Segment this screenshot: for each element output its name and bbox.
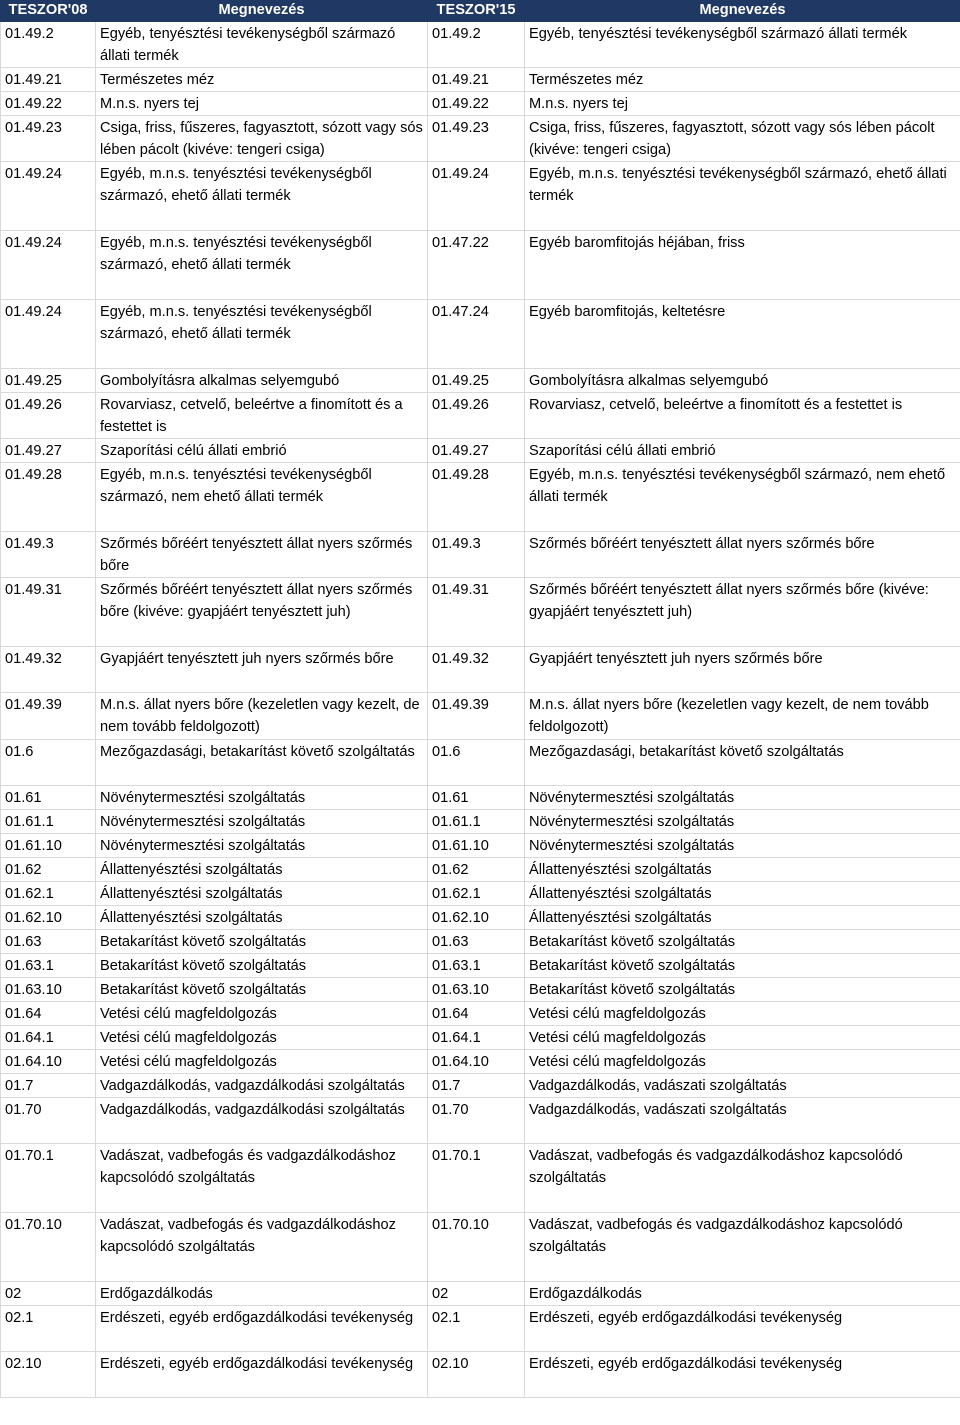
code-15-cell: 01.6 xyxy=(428,740,525,786)
code-08-cell: 01.49.23 xyxy=(1,116,96,162)
code-08-cell: 01.63.10 xyxy=(1,978,96,1002)
code-15-cell: 01.49.25 xyxy=(428,369,525,393)
name-08-cell: Szőrmés bőréért tenyésztett állat nyers szőrmés bőre (kivéve: gyapjáért tenyésztett juh) xyxy=(96,578,428,647)
code-08-cell: 01.49.21 xyxy=(1,68,96,92)
name-08-cell: Egyéb, tenyésztési tevékenységből származó állati termék xyxy=(96,22,428,68)
name-08-cell: Erdőgazdálkodás xyxy=(96,1282,428,1306)
table-row xyxy=(1,978,960,1002)
table-row xyxy=(1,92,960,116)
name-15-cell: Erdészeti, egyéb erdőgazdálkodási tevékenység xyxy=(525,1352,960,1398)
table-row xyxy=(1,231,960,300)
name-08-cell: Egyéb, m.n.s. tenyésztési tevékenységből származó, nem ehető állati termék xyxy=(96,463,428,532)
name-15-cell: Vetési célú magfeldolgozás xyxy=(525,1002,960,1026)
code-15-cell: 01.63.1 xyxy=(428,954,525,978)
name-08-cell: Csiga, friss, fűszeres, fagyasztott, sózott vagy sós lében pácolt (kivéve: tengeri csiga) xyxy=(96,116,428,162)
name-15-cell: Szőrmés bőréért tenyésztett állat nyers szőrmés bőre (kivéve: gyapjáért tenyésztett juh) xyxy=(525,578,960,647)
code-08-cell: 01.64 xyxy=(1,1002,96,1026)
name-15-cell: Szőrmés bőréért tenyésztett állat nyers szőrmés bőre xyxy=(525,532,960,578)
table-row xyxy=(1,1144,960,1213)
code-15-cell: 01.62 xyxy=(428,858,525,882)
name-15-cell: Gombolyításra alkalmas selyemgubó xyxy=(525,369,960,393)
table-row xyxy=(1,834,960,858)
code-15-cell: 01.64.10 xyxy=(428,1050,525,1074)
name-15-cell: Állattenyésztési szolgáltatás xyxy=(525,882,960,906)
table-row xyxy=(1,68,960,92)
name-15-cell: Vadgazdálkodás, vadászati szolgáltatás xyxy=(525,1098,960,1144)
code-08-cell: 01.49.31 xyxy=(1,578,96,647)
table-row xyxy=(1,1050,960,1074)
table-header xyxy=(1,1,960,22)
table-row xyxy=(1,1282,960,1306)
name-08-cell: Szaporítási célú állati embrió xyxy=(96,439,428,463)
code-08-cell: 01.63 xyxy=(1,930,96,954)
code-08-cell: 01.49.24 xyxy=(1,300,96,369)
code-08-cell: 01.70.1 xyxy=(1,1144,96,1213)
name-15-cell: Erdészeti, egyéb erdőgazdálkodási tevékenység xyxy=(525,1306,960,1352)
name-08-cell: Természetes méz xyxy=(96,68,428,92)
code-15-cell: 01.49.22 xyxy=(428,92,525,116)
name-08-cell: M.n.s. állat nyers bőre (kezeletlen vagy kezelt, de nem tovább feldolgozott) xyxy=(96,693,428,740)
code-08-cell: 01.62 xyxy=(1,858,96,882)
name-08-cell: Egyéb, m.n.s. tenyésztési tevékenységből származó, ehető állati termék xyxy=(96,231,428,300)
name-08-cell: Mezőgazdasági, betakarítást követő szolgáltatás xyxy=(96,740,428,786)
table-row xyxy=(1,882,960,906)
code-08-cell: 01.49.32 xyxy=(1,647,96,693)
table-row xyxy=(1,954,960,978)
code-08-cell: 01.49.2 xyxy=(1,22,96,68)
code-15-cell: 01.49.28 xyxy=(428,463,525,532)
table-row xyxy=(1,858,960,882)
code-15-cell: 01.7 xyxy=(428,1074,525,1098)
table-row xyxy=(1,693,960,740)
name-15-cell: Egyéb, m.n.s. tenyésztési tevékenységből származó, nem ehető állati termék xyxy=(525,463,960,532)
code-08-cell: 01.64.1 xyxy=(1,1026,96,1050)
name-08-cell: Gyapjáért tenyésztett juh nyers szőrmés bőre xyxy=(96,647,428,693)
code-15-cell: 01.49.26 xyxy=(428,393,525,439)
name-08-cell: Vadászat, vadbefogás és vadgazdálkodáshoz kapcsolódó szolgáltatás xyxy=(96,1144,428,1213)
code-08-cell: 01.70 xyxy=(1,1098,96,1144)
table-row xyxy=(1,740,960,786)
table-row xyxy=(1,647,960,693)
table-row xyxy=(1,116,960,162)
code-15-cell: 01.47.24 xyxy=(428,300,525,369)
code-15-cell: 01.70.10 xyxy=(428,1213,525,1282)
table-row xyxy=(1,1352,960,1398)
code-08-cell: 01.63.1 xyxy=(1,954,96,978)
code-08-cell: 01.49.27 xyxy=(1,439,96,463)
table-row xyxy=(1,463,960,532)
code-15-cell: 01.49.31 xyxy=(428,578,525,647)
name-15-cell: Egyéb baromfitojás, keltetésre xyxy=(525,300,960,369)
code-08-cell: 01.62.1 xyxy=(1,882,96,906)
name-08-cell: Egyéb, m.n.s. tenyésztési tevékenységből származó, ehető állati termék xyxy=(96,300,428,369)
code-08-cell: 02.10 xyxy=(1,1352,96,1398)
code-08-cell: 01.61.10 xyxy=(1,834,96,858)
name-15-cell: Gyapjáért tenyésztett juh nyers szőrmés bőre xyxy=(525,647,960,693)
table-row xyxy=(1,1213,960,1282)
code-08-cell: 01.49.25 xyxy=(1,369,96,393)
table-row xyxy=(1,810,960,834)
table-row xyxy=(1,532,960,578)
name-08-cell: Egyéb, m.n.s. tenyésztési tevékenységből származó, ehető állati termék xyxy=(96,162,428,231)
table-row xyxy=(1,369,960,393)
code-08-cell: 02 xyxy=(1,1282,96,1306)
code-15-cell: 01.70.1 xyxy=(428,1144,525,1213)
code-15-cell: 02.1 xyxy=(428,1306,525,1352)
name-08-cell: Növénytermesztési szolgáltatás xyxy=(96,810,428,834)
name-08-cell: M.n.s. nyers tej xyxy=(96,92,428,116)
name-08-cell: Vetési célú magfeldolgozás xyxy=(96,1002,428,1026)
table-row xyxy=(1,439,960,463)
code-15-cell: 01.64.1 xyxy=(428,1026,525,1050)
name-15-cell: Betakarítást követő szolgáltatás xyxy=(525,954,960,978)
code-15-cell: 01.49.39 xyxy=(428,693,525,740)
header-name-15: Megnevezés xyxy=(525,1,960,22)
name-15-cell: Vadgazdálkodás, vadászati szolgáltatás xyxy=(525,1074,960,1098)
name-15-cell: M.n.s. állat nyers bőre (kezeletlen vagy kezelt, de nem tovább feldolgozott) xyxy=(525,693,960,740)
code-15-cell: 01.61.1 xyxy=(428,810,525,834)
code-15-cell: 01.62.1 xyxy=(428,882,525,906)
name-15-cell: Egyéb baromfitojás héjában, friss xyxy=(525,231,960,300)
table-row xyxy=(1,393,960,439)
name-15-cell: Vadászat, vadbefogás és vadgazdálkodáshoz kapcsolódó szolgáltatás xyxy=(525,1213,960,1282)
name-15-cell: Természetes méz xyxy=(525,68,960,92)
code-15-cell: 01.63.10 xyxy=(428,978,525,1002)
code-15-cell: 01.49.24 xyxy=(428,162,525,231)
code-15-cell: 01.61.10 xyxy=(428,834,525,858)
name-08-cell: Állattenyésztési szolgáltatás xyxy=(96,906,428,930)
name-08-cell: Erdészeti, egyéb erdőgazdálkodási tevékenység xyxy=(96,1306,428,1352)
name-15-cell: Szaporítási célú állati embrió xyxy=(525,439,960,463)
name-08-cell: Vadgazdálkodás, vadgazdálkodási szolgáltatás xyxy=(96,1074,428,1098)
code-15-cell: 01.47.22 xyxy=(428,231,525,300)
table-row xyxy=(1,22,960,68)
name-08-cell: Szőrmés bőréért tenyésztett állat nyers szőrmés bőre xyxy=(96,532,428,578)
name-15-cell: Rovarviasz, cetvelő, beleértve a finomított és a festettet is xyxy=(525,393,960,439)
code-08-cell: 01.49.24 xyxy=(1,162,96,231)
header-row xyxy=(1,1,960,22)
name-15-cell: Növénytermesztési szolgáltatás xyxy=(525,834,960,858)
name-08-cell: Vadászat, vadbefogás és vadgazdálkodáshoz kapcsolódó szolgáltatás xyxy=(96,1213,428,1282)
code-15-cell: 01.49.21 xyxy=(428,68,525,92)
name-08-cell: Vadgazdálkodás, vadgazdálkodási szolgáltatás xyxy=(96,1098,428,1144)
table-row xyxy=(1,1098,960,1144)
code-15-cell: 01.70 xyxy=(428,1098,525,1144)
code-08-cell: 01.49.22 xyxy=(1,92,96,116)
code-15-cell: 02.10 xyxy=(428,1352,525,1398)
name-15-cell: Betakarítást követő szolgáltatás xyxy=(525,930,960,954)
name-15-cell: Vadászat, vadbefogás és vadgazdálkodáshoz kapcsolódó szolgáltatás xyxy=(525,1144,960,1213)
name-08-cell: Rovarviasz, cetvelő, beleértve a finomított és a festettet is xyxy=(96,393,428,439)
code-08-cell: 01.49.26 xyxy=(1,393,96,439)
code-15-cell: 01.49.2 xyxy=(428,22,525,68)
header-teszor08: TESZOR'08 xyxy=(1,1,96,22)
code-15-cell: 01.64 xyxy=(428,1002,525,1026)
name-08-cell: Állattenyésztési szolgáltatás xyxy=(96,882,428,906)
name-08-cell: Növénytermesztési szolgáltatás xyxy=(96,786,428,810)
code-15-cell: 01.49.3 xyxy=(428,532,525,578)
name-15-cell: Egyéb, m.n.s. tenyésztési tevékenységből származó, ehető állati termék xyxy=(525,162,960,231)
header-name-08: Megnevezés xyxy=(96,1,428,22)
code-15-cell: 01.62.10 xyxy=(428,906,525,930)
name-15-cell: Állattenyésztési szolgáltatás xyxy=(525,906,960,930)
code-08-cell: 01.7 xyxy=(1,1074,96,1098)
code-08-cell: 01.61.1 xyxy=(1,810,96,834)
code-15-cell: 02 xyxy=(428,1282,525,1306)
name-08-cell: Vetési célú magfeldolgozás xyxy=(96,1050,428,1074)
name-08-cell: Erdészeti, egyéb erdőgazdálkodási tevékenység xyxy=(96,1352,428,1398)
name-15-cell: Növénytermesztési szolgáltatás xyxy=(525,786,960,810)
name-15-cell: M.n.s. nyers tej xyxy=(525,92,960,116)
name-15-cell: Vetési célú magfeldolgozás xyxy=(525,1050,960,1074)
name-08-cell: Növénytermesztési szolgáltatás xyxy=(96,834,428,858)
code-08-cell: 01.49.39 xyxy=(1,693,96,740)
table-row xyxy=(1,930,960,954)
code-15-cell: 01.49.23 xyxy=(428,116,525,162)
code-15-cell: 01.63 xyxy=(428,930,525,954)
name-15-cell: Betakarítást követő szolgáltatás xyxy=(525,978,960,1002)
table-row xyxy=(1,906,960,930)
name-15-cell: Mezőgazdasági, betakarítást követő szolgáltatás xyxy=(525,740,960,786)
name-15-cell: Állattenyésztési szolgáltatás xyxy=(525,858,960,882)
table-row xyxy=(1,300,960,369)
table-row xyxy=(1,786,960,810)
code-08-cell: 01.61 xyxy=(1,786,96,810)
name-08-cell: Állattenyésztési szolgáltatás xyxy=(96,858,428,882)
code-15-cell: 01.61 xyxy=(428,786,525,810)
name-08-cell: Betakarítást követő szolgáltatás xyxy=(96,978,428,1002)
name-08-cell: Betakarítást követő szolgáltatás xyxy=(96,954,428,978)
table-row xyxy=(1,162,960,231)
table-row xyxy=(1,1306,960,1352)
code-08-cell: 01.49.28 xyxy=(1,463,96,532)
code-08-cell: 01.6 xyxy=(1,740,96,786)
code-08-cell: 01.62.10 xyxy=(1,906,96,930)
name-08-cell: Vetési célú magfeldolgozás xyxy=(96,1026,428,1050)
code-15-cell: 01.49.32 xyxy=(428,647,525,693)
header-teszor15: TESZOR'15 xyxy=(428,1,525,22)
table-row xyxy=(1,1002,960,1026)
name-08-cell: Betakarítást követő szolgáltatás xyxy=(96,930,428,954)
name-15-cell: Növénytermesztési szolgáltatás xyxy=(525,810,960,834)
name-15-cell: Egyéb, tenyésztési tevékenységből származó állati termék xyxy=(525,22,960,68)
table-row xyxy=(1,1026,960,1050)
code-08-cell: 01.49.3 xyxy=(1,532,96,578)
code-15-cell: 01.49.27 xyxy=(428,439,525,463)
name-08-cell: Gombolyításra alkalmas selyemgubó xyxy=(96,369,428,393)
name-15-cell: Vetési célú magfeldolgozás xyxy=(525,1026,960,1050)
table-row xyxy=(1,578,960,647)
code-08-cell: 01.49.24 xyxy=(1,231,96,300)
code-08-cell: 01.64.10 xyxy=(1,1050,96,1074)
table-row xyxy=(1,1074,960,1098)
name-15-cell: Erdőgazdálkodás xyxy=(525,1282,960,1306)
name-15-cell: Csiga, friss, fűszeres, fagyasztott, sózott vagy sós lében pácolt (kivéve: tengeri csiga) xyxy=(525,116,960,162)
table-body xyxy=(1,22,960,1398)
code-08-cell: 02.1 xyxy=(1,1306,96,1352)
code-08-cell: 01.70.10 xyxy=(1,1213,96,1282)
